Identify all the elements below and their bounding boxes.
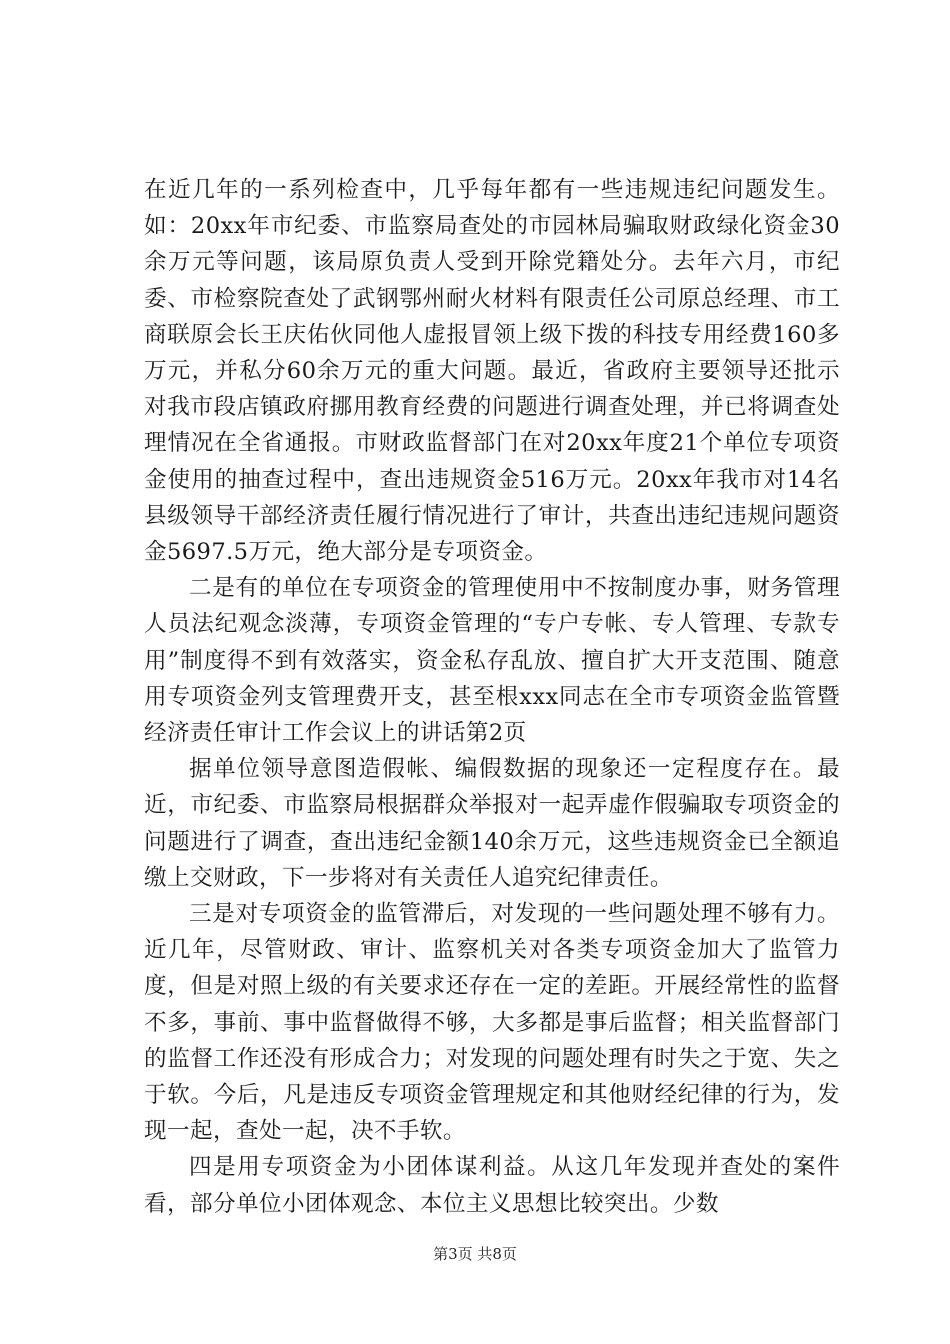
page-number-footer: 第3页 共8页 xyxy=(433,1245,517,1263)
paragraph-1: 在近几年的一系列检查中，几乎每年都有一些违规违纪问题发生。如：20xx年市纪委、市监察局查处的市园林局骗取财政绿化资金30余万元等问题，该局原负责人受到开除党籍处分。去年六月，市纪委、市检察院查处了武钢鄂州耐火材料有限责任公司原总经理、市工商联原会长王庆佑伙同他人虚报冒领上级下拨的科技专用经费160多万元，并私分60余万元的重大问题。最近，省政府主要领导还批示对我市段店镇政府挪用教育经费的问题进行调查处理，并已将调查处理情况在全省通报。市财政监督部门在对20xx年度21个单位专项资金使用的抽查过程中，查出违规资金516万元。20xx年我市对14名县级领导干部经济责任履行情况进行了审计，共查出违纪违规问题资金5697.5万元，绝大部分是专项资金。 xyxy=(144,177,840,566)
paragraph-3: 据单位领导意图造假帐、编假数据的现象还一定程度存在。最近，市纪委、市监察局根据群众举报对一起弄虚作假骗取专项资金的问题进行了调查，查出违纪金额140余万元，这些违规资金已全额追缴上交财政，下一步将对有关责任人追究纪律责任。 xyxy=(144,756,840,891)
document-body xyxy=(144,172,840,1222)
paragraph-5: 四是用专项资金为小团体谋利益。从这几年发现并查处的案件看，部分单位小团体观念、本位主义思想比较突出。少数 xyxy=(144,1154,840,1217)
paragraph-2: 二是有的单位在专项资金的管理使用中不按制度办事，财务管理人员法纪观念淡薄，专项资金管理的“专户专帐、专人管理、专款专用”制度得不到有效落实，资金私存乱放、擅自扩大开支范围、随意用专项资金列支管理费开支，甚至根xxx同志在全市专项资金监管暨经济责任审计工作会议上的讲话第2页 xyxy=(144,575,840,747)
paragraph-4: 三是对专项资金的监管滞后，对发现的一些问题处理不够有力。近几年，尽管财政、审计、监察机关对各类专项资金加大了监管力度，但是对照上级的有关要求还存在一定的差距。开展经常性的监督不多，事前、事中监督做得不够，大多都是事后监督；相关监督部门的监督工作还没有形成合力；对发现的问题处理有时失之于宽、失之于软。今后，凡是违反专项资金管理规定和其他财经纪律的行为，发现一起，查处一起，决不手软。 xyxy=(144,901,840,1145)
